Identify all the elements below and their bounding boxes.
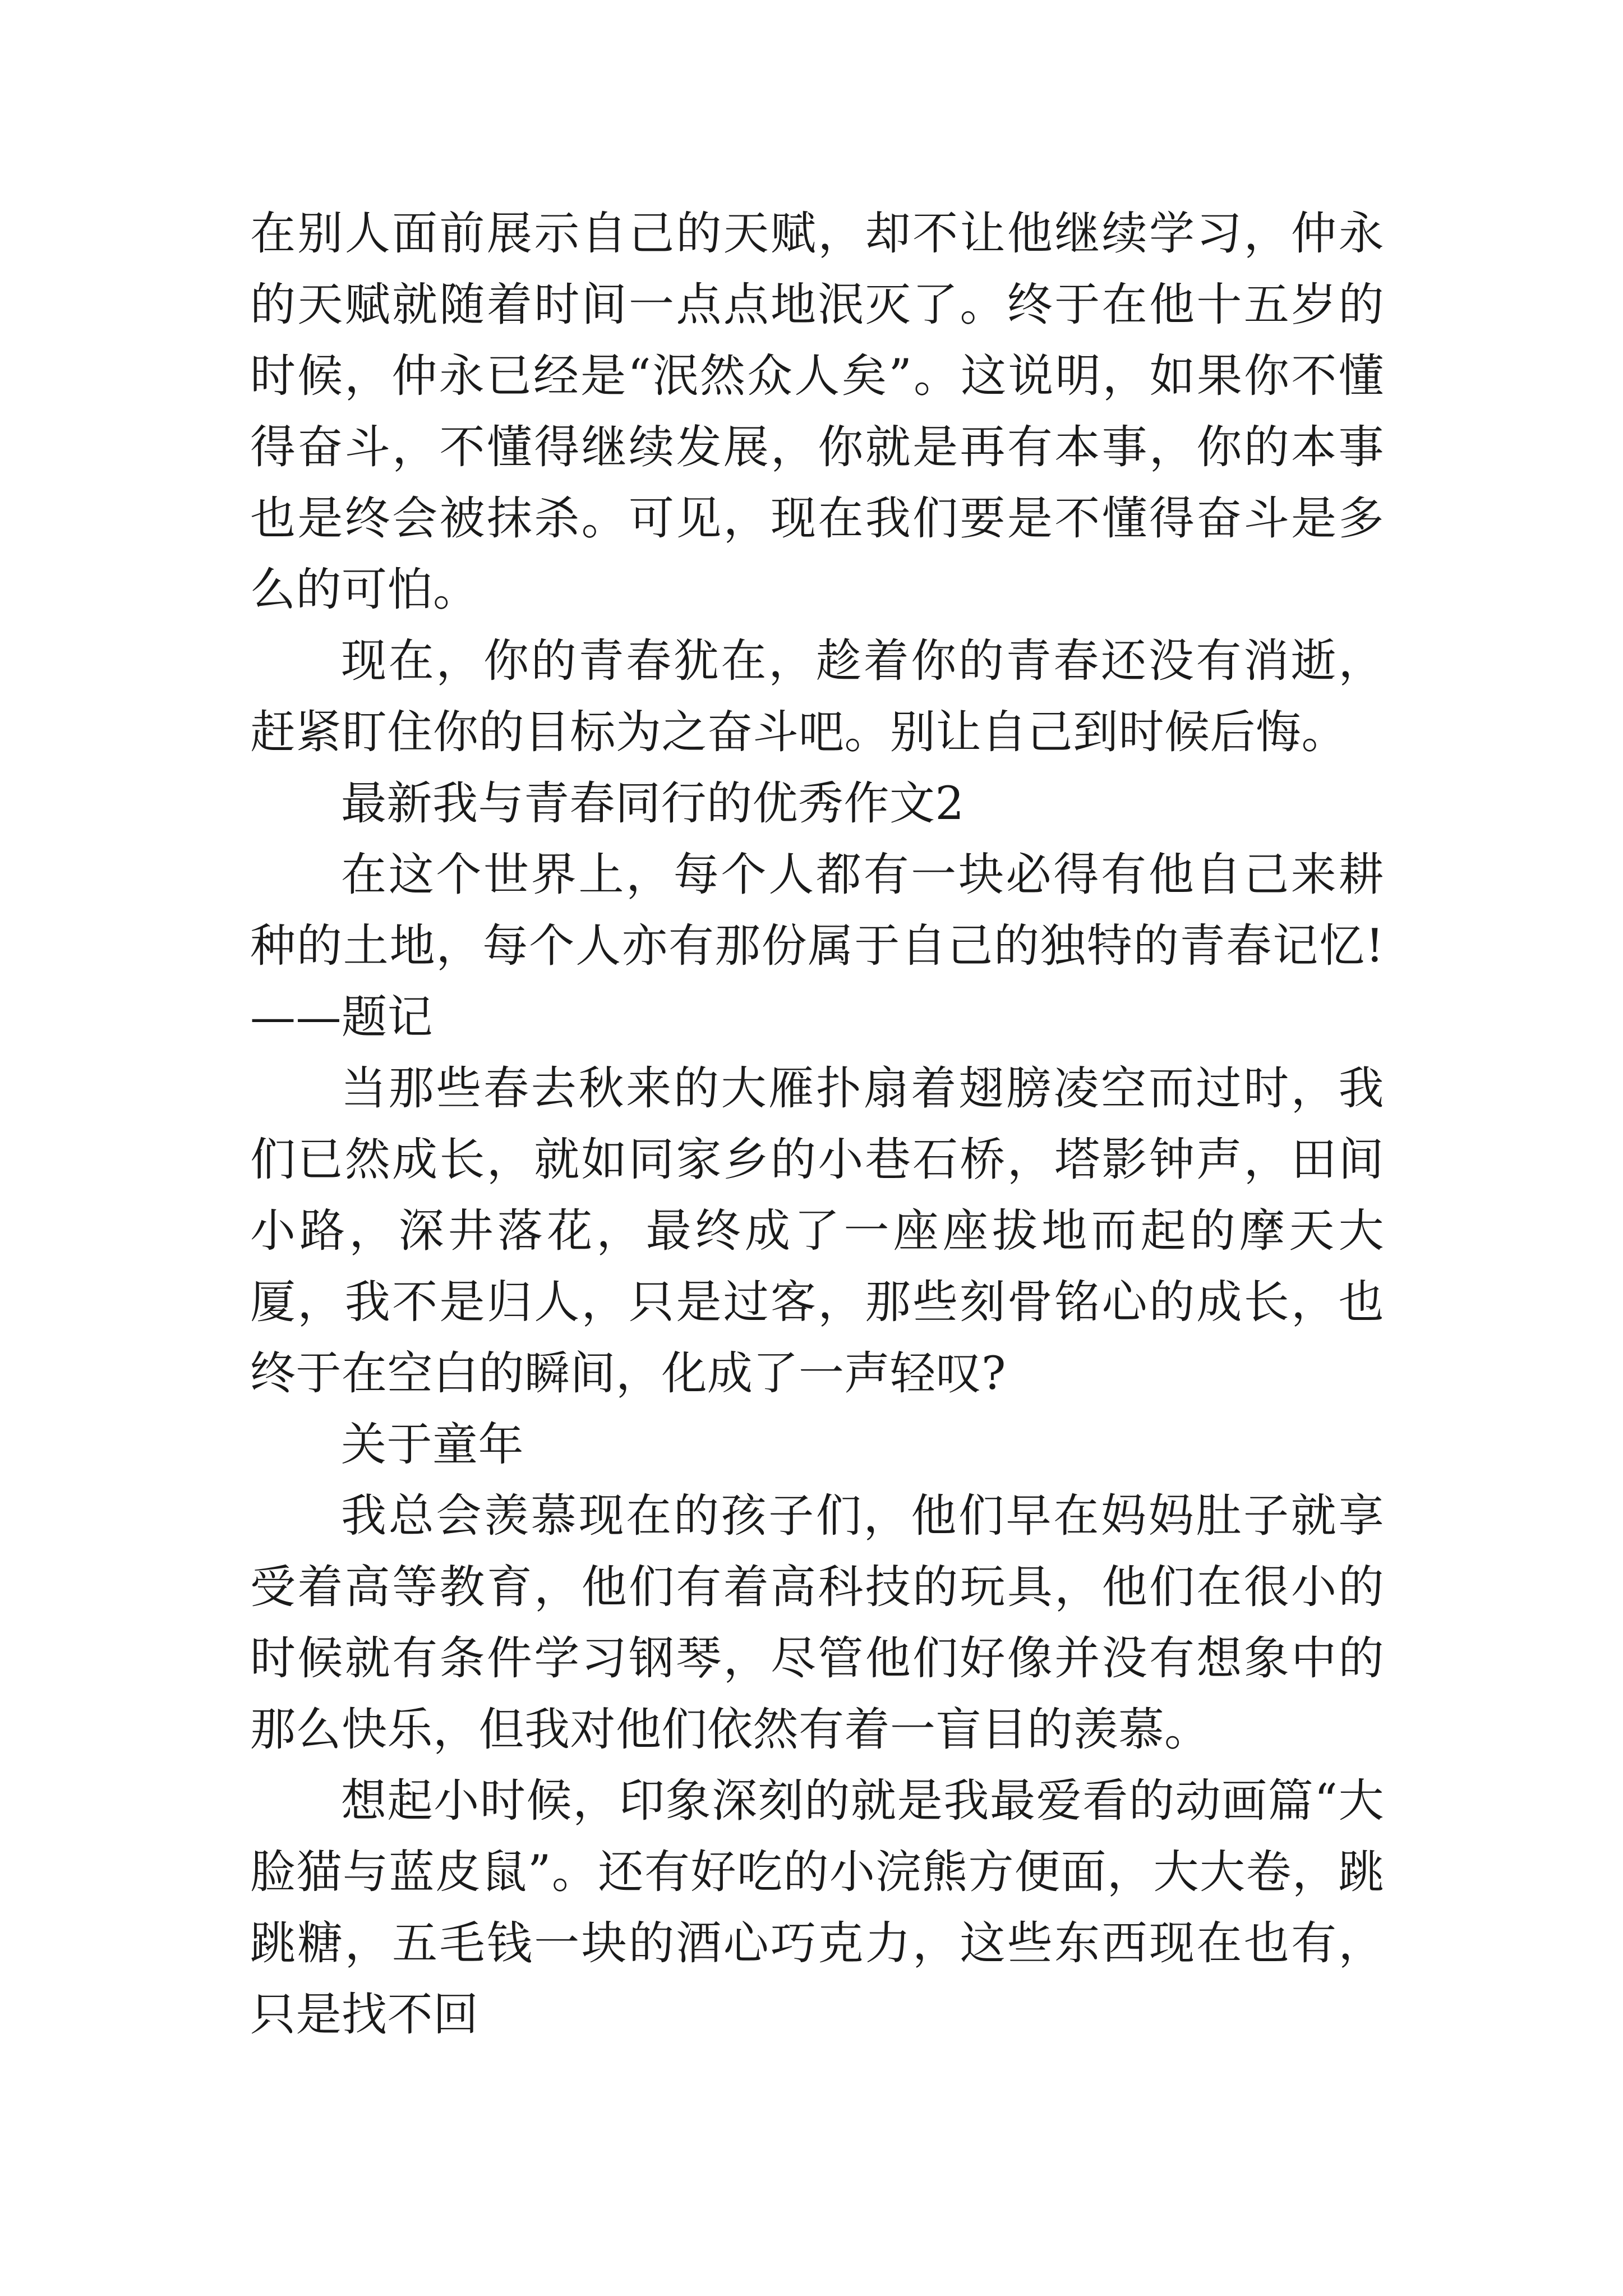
paragraph-epigraph: 在这个世界上，每个人都有一块必得有他自己来耕种的土地，每个人亦有那份属于自己的独特的青春记忆!——题记 (250, 849, 1384, 1044)
section-heading: 关于童年 (341, 1419, 524, 1471)
essay-title: 最新我与青春同行的优秀作文2 (341, 777, 965, 830)
paragraph: 当那些春去秋来的大雁扑扇着翅膀凌空而过时，我们已然成长，就如同家乡的小巷石桥，塔影钟声，田间小路，深井落花，最终成了一座座拔地而起的摩天大厦，我不是归人，只是过客，那些刻骨铭心的成长，也终于在空白的瞬间，化成了一声轻叹? (250, 1062, 1384, 1400)
paragraph: 想起小时候，印象深刻的就是我最爱看的动画篇“大脸猫与蓝皮鼠”。还有好吃的小浣熊方便面，大大卷，跳跳糖，五毛钱一块的酒心巧克力，这些东西现在也有，只是找不回 (250, 1775, 1384, 2041)
paragraph-continuation: 在别人面前展示自己的天赋，却不让他继续学习，仲永的天赋就随着时间一点点地泯灭了。终于在他十五岁的时候，仲永已经是“泯然众人矣”。这说明，如果你不懂得奋斗，不懂得继续发展，你就是再有本事，你的本事也是终会被抹杀。可见，现在我们要是不懂得奋斗是多么的可怕。 (250, 208, 1384, 616)
article-body (250, 199, 1384, 2051)
paragraph: 现在，你的青春犹在，趁着你的青春还没有消逝，赶紧盯住你的目标为之奋斗吧。别让自己到时候后悔。 (250, 635, 1384, 759)
paragraph: 我总会羡慕现在的孩子们，他们早在妈妈肚子就享受着高等教育，他们有着高科技的玩具，他们在很小的时候就有条件学习钢琴，尽管他们好像并没有想象中的那么快乐，但我对他们依然有着一盲目的羡慕。 (250, 1490, 1384, 1756)
